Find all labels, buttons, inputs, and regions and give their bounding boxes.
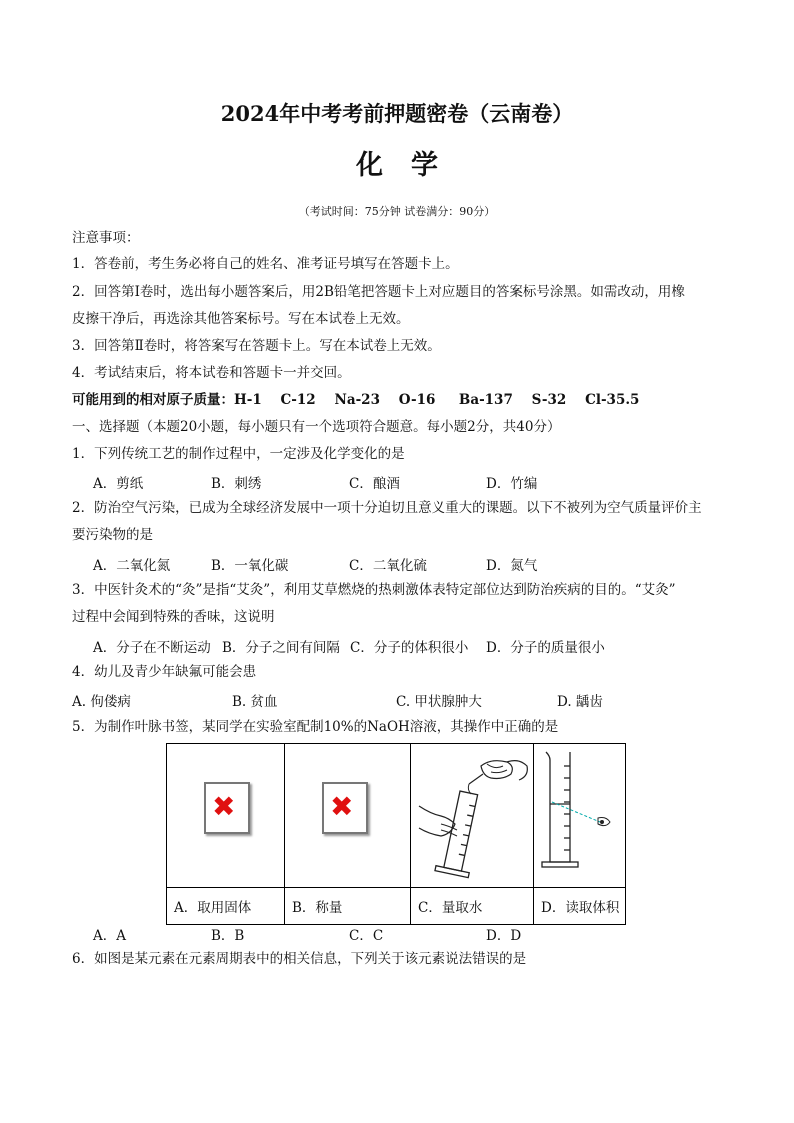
notes-heading: 注意事项： [72, 230, 140, 246]
q2-option-b[interactable]: B．一氧化碳 [211, 558, 289, 574]
q5-figure-b [285, 744, 411, 888]
q4-option-d[interactable]: D. 龋齿 [557, 694, 603, 710]
q2-option-d[interactable]: D．氮气 [486, 558, 538, 574]
q2-stem-line1: 2．防治空气污染，已成为全球经济发展中一项十分迫切且意义重大的课题。以下不被列为空气质量评价主 [72, 500, 702, 516]
q4-option-a[interactable]: A. 佝偻病 [72, 694, 131, 710]
q3-option-a[interactable]: A．分子在不断运动 [93, 640, 211, 656]
q4-option-b[interactable]: B. 贫血 [232, 694, 278, 710]
q3-stem-line1: 3．中医针灸术的“灸”是指“艾灸”，利用艾草燃烧的热刺激体表特定部位达到防治疾病的目的。“艾灸” [72, 582, 676, 598]
q4-option-c[interactable]: C. 甲状腺肿大 [396, 694, 482, 710]
q3-option-c[interactable]: C．分子的体积很小 [350, 640, 469, 656]
broken-image-icon: ✖ [204, 782, 250, 834]
section-1-heading: 一、选择题（本题20小题，每小题只有一个选项符合题意。每小题2分，共40分） [72, 419, 561, 435]
reading-volume-illustration [534, 744, 625, 883]
note-item-1: 1．答卷前，考生务必将自己的姓名、准考证号填写在答题卡上。 [72, 256, 459, 272]
exam-info: （考试时间：75分钟 试卷满分：90分） [298, 205, 496, 218]
q4-stem: 4．幼儿及青少年缺氟可能会患 [72, 664, 257, 680]
q5-option-c[interactable]: C．C [349, 928, 384, 944]
q1-option-b[interactable]: B．刺绣 [211, 476, 262, 492]
q5-option-a[interactable]: A．A [93, 928, 126, 944]
q5-option-b[interactable]: B．B [211, 928, 245, 944]
note-item-3: 3．回答第Ⅱ卷时，将答案写在答题卡上。写在本试卷上无效。 [72, 338, 441, 354]
q1-stem: 1．下列传统工艺的制作过程中，一定涉及化学变化的是 [72, 446, 405, 462]
note-item-4: 4．考试结束后，将本试卷和答题卡一并交回。 [72, 365, 351, 381]
q5-figure-c [411, 744, 534, 888]
q1-option-d[interactable]: D．竹编 [486, 476, 538, 492]
q5-figure-d [534, 744, 626, 888]
q2-option-a[interactable]: A．二氧化氮 [93, 558, 171, 574]
q5-stem: 5．为制作叶脉书签，某同学在实验室配制10%的NaOH溶液，其操作中正确的是 [72, 719, 559, 735]
note-item-2-line1: 2．回答第Ⅰ卷时，选出每小题答案后，用2B铅笔把答题卡上对应题目的答案标号涂黑。如需改动，用橡 [72, 284, 685, 300]
q3-option-d[interactable]: D．分子的质量很小 [486, 640, 605, 656]
q1-option-c[interactable]: C．酿酒 [349, 476, 400, 492]
exam-title: 2024年中考考前押题密卷（云南卷） [220, 101, 574, 126]
q3-option-b[interactable]: B．分子之间有间隔 [222, 640, 340, 656]
broken-image-icon: ✖ [322, 782, 368, 834]
q6-stem: 6．如图是某元素在元素周期表中的相关信息，下列关于该元素说法错误的是 [72, 951, 527, 967]
pouring-water-illustration [411, 744, 533, 883]
subject-title: 化学 [356, 150, 466, 181]
q5-label-b: B．称量 [285, 888, 411, 925]
q5-option-d[interactable]: D．D [486, 928, 522, 944]
q5-figure-a [167, 744, 285, 888]
q5-figure-table [166, 743, 626, 925]
q2-stem-line2: 要污染物的是 [72, 527, 153, 543]
note-item-2-line2: 皮擦干净后，再选涂其他答案标号。写在本试卷上无效。 [72, 311, 410, 327]
q2-option-c[interactable]: C．二氧化硫 [349, 558, 427, 574]
q5-label-c: C．量取水 [411, 888, 534, 925]
q5-label-d: D．读取体积 [534, 888, 626, 925]
atomic-masses: 可能用到的相对原子质量：H-1 C-12 Na-23 O-16 Ba-137 S-32 Cl-35.5 [72, 392, 640, 408]
q5-label-a: A．取用固体 [167, 888, 285, 925]
q3-stem-line2: 过程中会闻到特殊的香味，这说明 [72, 609, 275, 625]
q1-option-a[interactable]: A．剪纸 [93, 476, 144, 492]
